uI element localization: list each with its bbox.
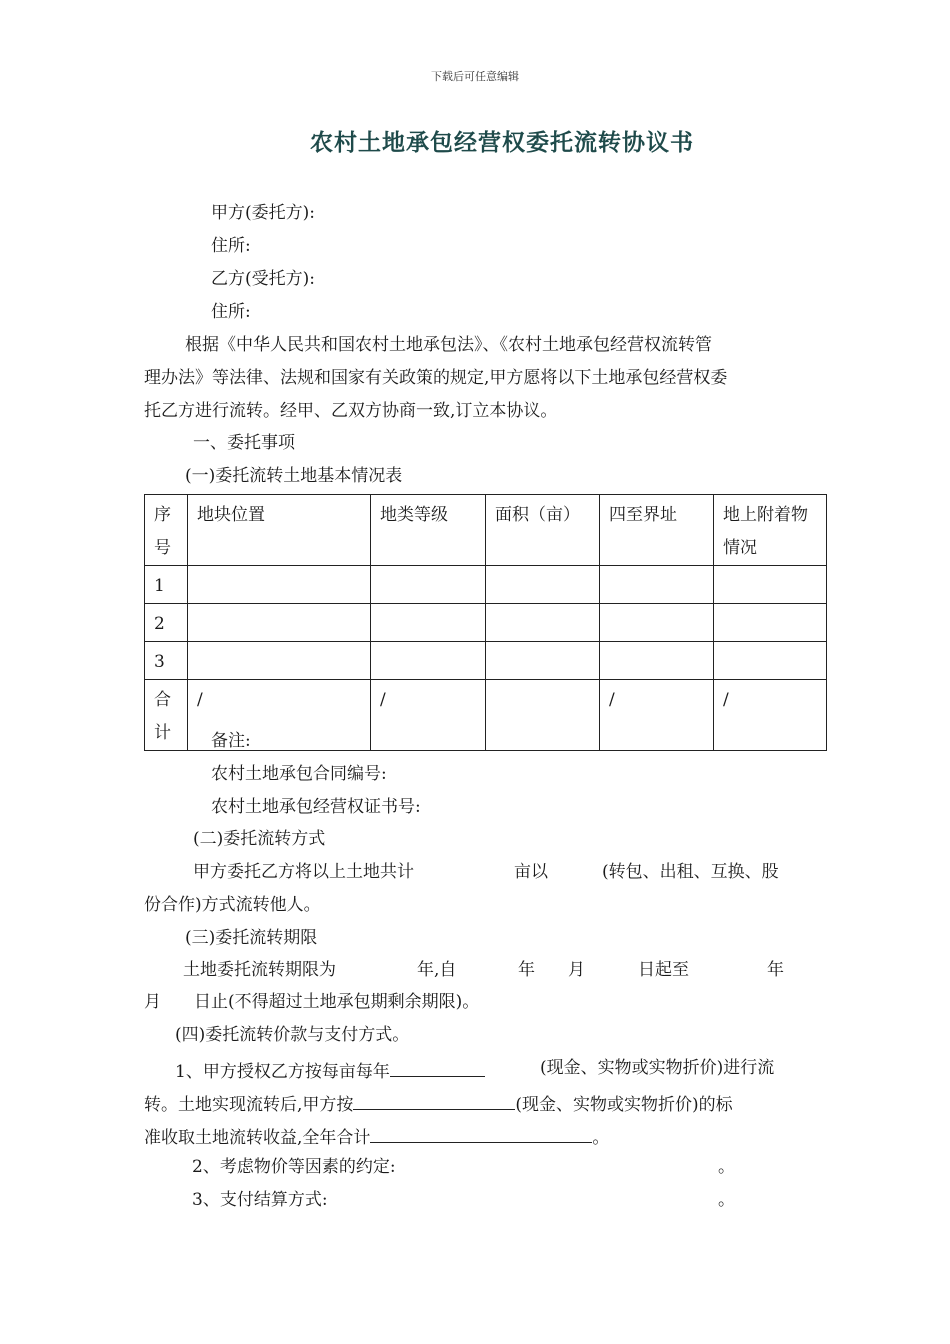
sub3-text-f: 年 xyxy=(767,960,784,980)
header-cell-boundary xyxy=(600,495,714,566)
table-cell xyxy=(188,566,371,604)
party-b-address-label: 住所: xyxy=(211,302,251,322)
sub3-text-g: 月 xyxy=(144,992,161,1012)
table-cell-total xyxy=(145,680,188,751)
preamble-line-2: 理办法》等法律、法规和国家有关政策的规定,甲方愿将以下土地承包经营权委 xyxy=(144,368,728,388)
header-cell-attachments xyxy=(714,495,827,566)
header-cell-area xyxy=(486,495,600,566)
sub4-p1-a: 1、甲方授权乙方按每亩每年 xyxy=(175,1062,390,1082)
land-info-table xyxy=(144,494,827,751)
document-title: 农村土地承包经营权委托流转协议书 xyxy=(310,130,694,156)
sub3-text-c: 年 xyxy=(518,960,535,980)
sub4-p1-text xyxy=(175,1058,485,1082)
sub4-p3-a: 准收取土地流转收益,全年合计 xyxy=(144,1128,371,1148)
sub4-item-3-end: 。 xyxy=(718,1190,735,1210)
table-cell xyxy=(714,604,827,642)
table-cell xyxy=(600,566,714,604)
sub3-text-b: 年,自 xyxy=(417,960,457,980)
header-boundary: 四至界址 xyxy=(609,505,677,525)
header-seq: 序 号 xyxy=(154,505,171,558)
section-1-title: 一、委托事项 xyxy=(193,433,295,453)
table-cell xyxy=(188,642,371,680)
preamble-line-1: 根据《中华人民共和国农村土地承包法》、《农村土地承包经营权流转管 xyxy=(185,335,712,355)
total-label: 合 计 xyxy=(154,690,171,743)
sub3-text-a: 土地委托流转期限为 xyxy=(183,960,336,980)
sub4-item-2: 2、考虑物价等因素的约定: xyxy=(192,1157,396,1177)
sub4-p3-b: 。 xyxy=(592,1128,610,1148)
table-cell xyxy=(188,604,371,642)
table-cell: / xyxy=(600,680,714,751)
sub3-text-e: 日起至 xyxy=(638,960,689,980)
table-header-row xyxy=(145,495,827,566)
certificate-number-label: 农村土地承包经营权证书号: xyxy=(211,797,421,817)
sub4-p2-a: 转。土地实现流转后,甲方按 xyxy=(144,1095,354,1115)
contract-number-label: 农村土地承包合同编号: xyxy=(211,764,387,784)
header-cell-location xyxy=(188,495,371,566)
sub3-text-d: 月 xyxy=(568,960,585,980)
subsection-4-title: (四)委托流转价款与支付方式。 xyxy=(175,1025,410,1045)
party-a-address-label: 住所: xyxy=(211,236,251,256)
subsection-3-title: (三)委托流转期限 xyxy=(185,928,318,948)
sub2-line-2: 份合作)方式流转他人。 xyxy=(144,895,321,915)
header-cell-grade xyxy=(371,495,486,566)
table-row xyxy=(145,604,827,642)
header-area: 面积（亩） xyxy=(495,505,580,525)
sub4-item-3: 3、支付结算方式: xyxy=(192,1190,328,1210)
table-cell xyxy=(486,642,600,680)
header-grade: 地类等级 xyxy=(380,505,448,525)
preamble-line-3: 托乙方进行流转。经甲、乙双方协商一致,订立本协议。 xyxy=(144,401,558,421)
header-cell-seq xyxy=(145,495,188,566)
table-cell xyxy=(600,604,714,642)
table-cell xyxy=(371,642,486,680)
table-cell: 2 xyxy=(145,604,188,642)
fill-blank-annual-total[interactable] xyxy=(370,1124,592,1143)
table-cell xyxy=(486,604,600,642)
sub3-text-h: 日止(不得超过土地承包期剩余期限)。 xyxy=(194,992,480,1012)
table-cell xyxy=(600,642,714,680)
party-a-label: 甲方(委托方): xyxy=(211,203,315,223)
sub4-p2-b: (现金、实物或实物折价)的标 xyxy=(515,1095,733,1115)
header-location: 地块位置 xyxy=(197,505,265,525)
sub2-text-b: 亩以 xyxy=(514,862,548,882)
table-row xyxy=(145,642,827,680)
sub2-text-a: 甲方委托乙方将以上土地共计 xyxy=(193,862,414,882)
table-cell: 3 xyxy=(145,642,188,680)
sub4-p2-text xyxy=(144,1091,733,1115)
header-note: 下载后可任意编辑 xyxy=(431,70,519,83)
table-row xyxy=(145,566,827,604)
table-cell xyxy=(371,604,486,642)
subsection-2-title: (二)委托流转方式 xyxy=(193,829,326,849)
fill-blank-unit-price[interactable] xyxy=(390,1058,485,1077)
table-cell: / xyxy=(714,680,827,751)
table-cell xyxy=(486,680,600,751)
table-cell xyxy=(371,566,486,604)
remark-label: 备注: xyxy=(211,731,251,751)
subsection-1-title: (一)委托流转土地基本情况表 xyxy=(185,466,403,486)
party-b-label: 乙方(受托方): xyxy=(211,269,315,289)
fill-blank-standard[interactable] xyxy=(353,1091,515,1110)
sub2-text-c: (转包、出租、互换、股 xyxy=(602,862,779,882)
sub4-p3-text xyxy=(144,1124,609,1148)
table-cell xyxy=(714,642,827,680)
table-cell: / xyxy=(188,680,371,751)
sub4-item-2-end: 。 xyxy=(718,1157,735,1177)
table-cell: / xyxy=(371,680,486,751)
sub4-p1-b: (现金、实物或实物折价)进行流 xyxy=(540,1058,775,1078)
table-cell: 1 xyxy=(145,566,188,604)
table-cell xyxy=(714,566,827,604)
header-attachments: 地上附着物 情况 xyxy=(723,505,808,558)
table-cell xyxy=(486,566,600,604)
